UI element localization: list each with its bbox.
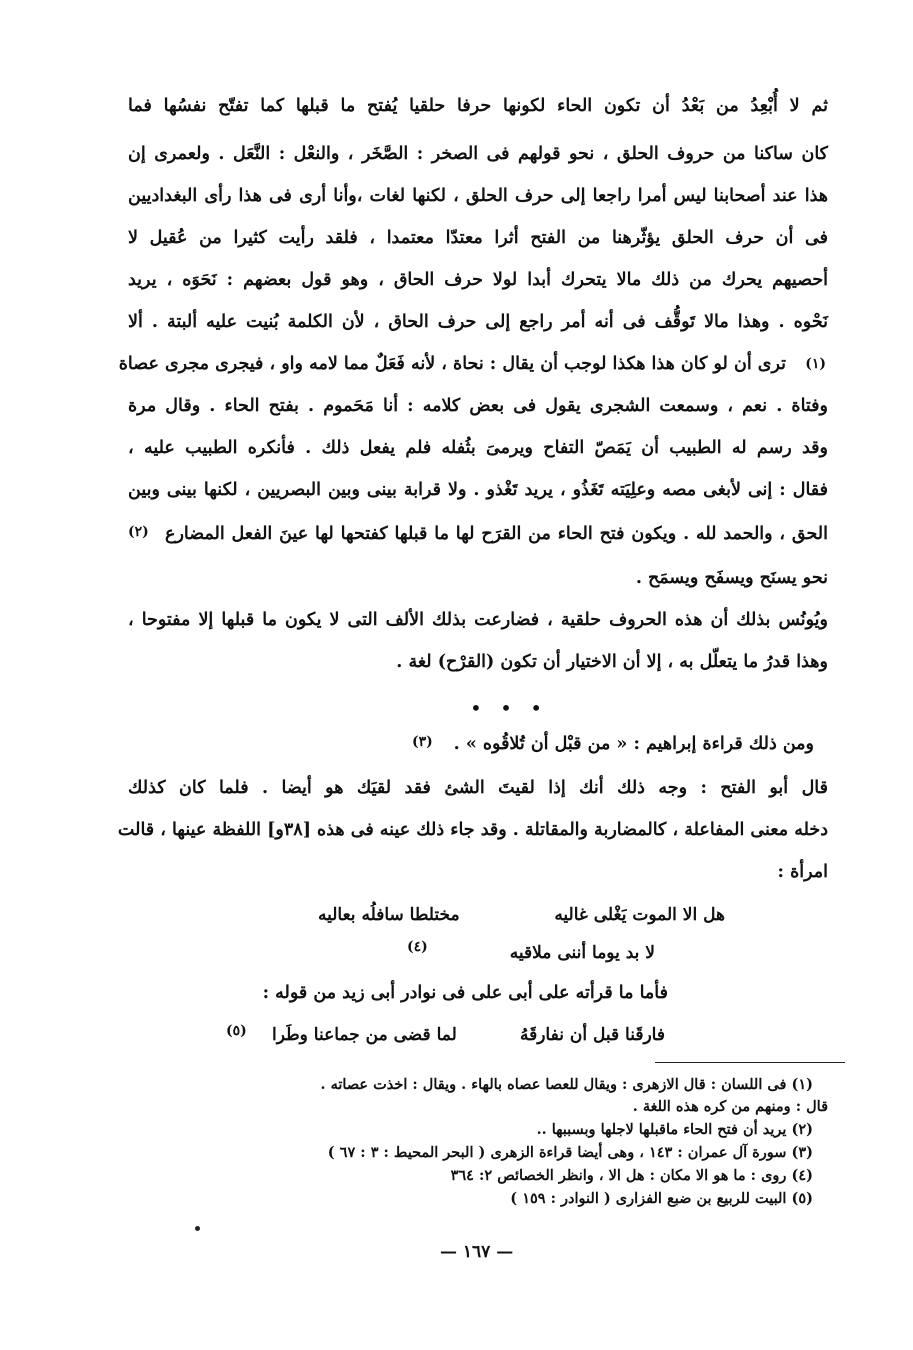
body-line: دخله معنى المفاعلة ، كالمضاربة والمقاتلة . وقد جاء ذلك عينه فى هذه [٣٨و] اللفظة عينها ، قالت [117, 820, 828, 840]
section-separator: • • • [470, 696, 549, 720]
footnote: (٥) البيت للربيع بن ضبع الفزارى ( النوادر : ١٥٩ ) [510, 1190, 813, 1207]
body-line: كان ساكنا من حروف الحلق ، نحو قولهم فى الصخر : الصَّخَر ، والنعْل : النَّعَل . ولعمرى إن [128, 144, 828, 164]
body-line: ثم لا أُبْعِدُ من بَعْدُ أن تكون الحاء لكونها حرفا حلقيا يُفتح ما قبلها كما تفتّح نفسُها فما [128, 96, 828, 116]
verse-hemistich: مختلطا سافلُه بعاليه [318, 905, 460, 925]
verse-line: لا بد يوما أننى ملاقيه [509, 943, 655, 963]
body-line: وقد رسم له الطبيب أن يَمَصّ التفاح ويرمىَ بثُفله فلم يفعل ذلك . فأنكره الطبيب عليه ، [128, 438, 828, 458]
body-line: نحو يسنَح ويسفَح ويسمَح . [635, 568, 828, 588]
body-line: امرأة : [777, 862, 828, 882]
body-line: وفتاة . نعم ، وسمعت الشجرى يقول فى بعض كلامه : أنا مَحَموم . بفتح الحاء . وقال مرة [128, 396, 828, 416]
footnote-marker: (٢) [128, 524, 149, 540]
footnote-marker: (٥) [226, 1023, 247, 1039]
body-line: فقال : إنى لأبغى مصه وعلِيَته تَغَذُو ، يريد تَغْذو . ولا قرابة بينى وبين البصريين ، لكنها بينى وبين [128, 480, 828, 500]
body-line: ويُونُس بذلك أن هذه الحروف حلقية ، فضارعت بذلك الألف التى لا يكون ما قبلها إلا مفتوحا ، [128, 610, 828, 630]
footnote-marker: (٣) [412, 734, 433, 750]
body-line: الحق ، والحمد لله . ويكون فتح الحاء من القرَح لها ما قبلها كفتحها لها عينَ الفعل المضارع [165, 524, 828, 544]
body-line: نَحْوه . وهذا مالا تَوقُّف فى أنه أمر راجع إلى حرف الحاق ، لأن الكلمة بُنيت عليه ألبتة . ألا [128, 312, 828, 332]
verse-hemistich: فارقَنا قبل أن نفارقَهُ [519, 1025, 665, 1045]
page-number: — ١٦٧ — [440, 1242, 514, 1262]
footnote-marker: (١) [805, 356, 826, 372]
footnote-marker: (٤) [407, 939, 428, 955]
body-line: هذا عند أصحابنا ليس أمرا راجعا إلى حرف الحلق ، لكنها لغات ،وأنا أرى فى هذا رأى البغداديين [128, 186, 828, 206]
verse-hemistich: هل الا الموت يَغْلى غاليه [554, 905, 725, 925]
body-line: فى أن حرف الحلق يؤثّرهنا من الفتح أثرا معتدّا معتمدا ، فلقد رأيت كثيرا من عُقيل لا [128, 228, 828, 248]
body-line: فأما ما قرأته على أبى على فى نوادر أبى زيد من قوله : [262, 983, 668, 1003]
footnote: قال : ومنهم من كره هذه اللغة . [632, 1098, 828, 1115]
footnote: (٤) روى : ما هو الا مكان : هل الا ، وانظر الخصائص ٢: ٣٦٤ [450, 1167, 813, 1184]
body-line: وهذا قدرُ ما يتعلّل به ، إلا أن الاختيار أن تكون (القرْح) لغة . [396, 652, 828, 672]
verse-hemistich: لما قضى من جماعنا وطَرا [272, 1025, 457, 1045]
footnote-divider [655, 1062, 845, 1063]
footnote: (٢) يريد أن فتح الحاء ماقبلها لاجلها وبسببها .. [536, 1121, 813, 1138]
footnote: (٣) سورة آل عمران : ١٤٣ ، وهى أيضا قراءة الزهرى ( البحر المحيط : ٣ : ٦٧ ) [327, 1144, 813, 1161]
footnote: (١) فى اللسان : قال الازهرى : ويقال للعصا عصاه بالهاء . ويقال : اخذت عصاته . [320, 1076, 813, 1093]
ink-speck [195, 1226, 200, 1231]
body-line: ترى أن لو كان هذا هكذا لوجب أن يقال : نحاة ، لأنه فَعَلٌ مما لامه واو ، فيجرى مجرى عصاة [118, 354, 786, 374]
body-line: ومن ذلك قراءة إبراهيم : « من قبْل أن تُلاقُوه » . [453, 734, 814, 754]
body-line: قال أبو الفتح : وجه ذلك أنك إذا لقيتَ الشئ فقد لقيَك هو أيضا . فلما كان كذلك [128, 778, 828, 798]
body-line: أحصيهم يحرك من ذلك مالا يتحرك أبدا لولا حرف الحاق ، وهو قول بعضهم : نَحَوَه ، يريد [128, 270, 828, 290]
